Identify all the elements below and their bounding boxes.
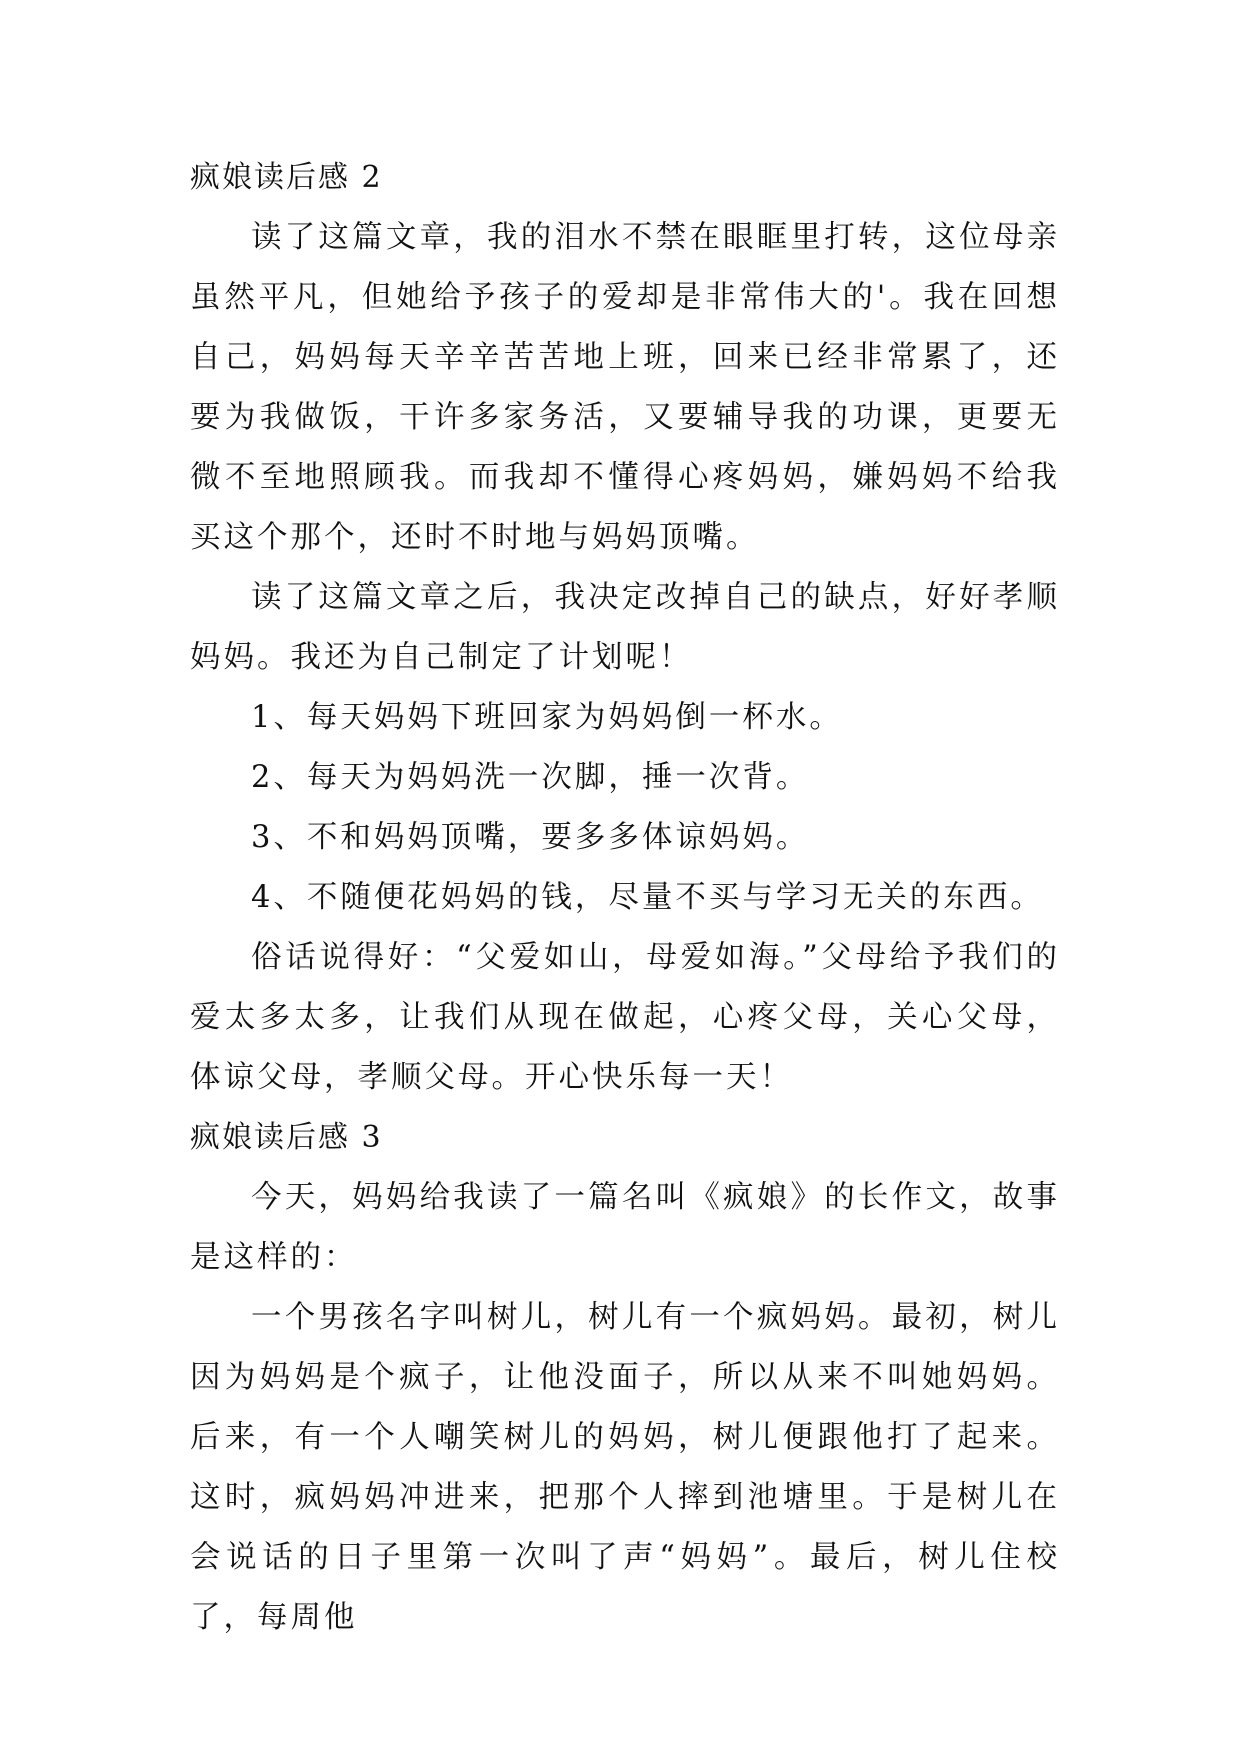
section-3-paragraph-2: 一个男孩名字叫树儿，树儿有一个疯妈妈。最初，树儿因为妈妈是个疯子，让他没面子，所以从来不叫她妈妈。后来，有一个人嘲笑树儿的妈妈，树儿便跟他打了起来。这时，疯妈妈冲进来，把那个人摔到池塘里。于是树儿在会说话的日子里第一次叫了声“妈妈”。最后，树儿住校了，每周他 [190,1300,1060,1635]
plan-item-1: 1、每天妈妈下班回家为妈妈倒一杯水。 [251,700,843,735]
section-2-paragraph-1: 读了这篇文章，我的泪水不禁在眼眶里打转，这位母亲虽然平凡，但她给予孩子的爱却是非常伟大的'。我在回想自己，妈妈每天辛辛苦苦地上班，回来已经非常累了，还要为我做饭，干许多家务活，又要辅导我的功课，更要无微不至地照顾我。而我却不懂得心疼妈妈，嫌妈妈不给我买这个那个，还时不时地与妈妈顶嘴。 [190,220,1060,555]
section-3-paragraph-1: 今天，妈妈给我读了一篇名叫《疯娘》的长作文，故事是这样的： [190,1180,1060,1275]
document-page [190,148,1060,1648]
section-3-title: 疯娘读后感 3 [190,1120,383,1155]
plan-item-3: 3、不和妈妈顶嘴，要多多体谅妈妈。 [251,820,810,855]
section-2-conclusion: 俗话说得好：“父爱如山，母爱如海。”父母给予我们的爱太多太多，让我们从现在做起，心疼父母，关心父母，体谅父母，孝顺父母。开心快乐每一天！ [190,940,1060,1095]
plan-item-4: 4、不随便花妈妈的钱，尽量不买与学习无关的东西。 [251,880,1044,915]
section-2-paragraph-2: 读了这篇文章之后，我决定改掉自己的缺点，好好孝顺妈妈。我还为自己制定了计划呢！ [190,580,1060,675]
plan-item-2: 2、每天为妈妈洗一次脚，捶一次背。 [251,760,810,795]
section-2-title: 疯娘读后感 2 [190,160,383,195]
